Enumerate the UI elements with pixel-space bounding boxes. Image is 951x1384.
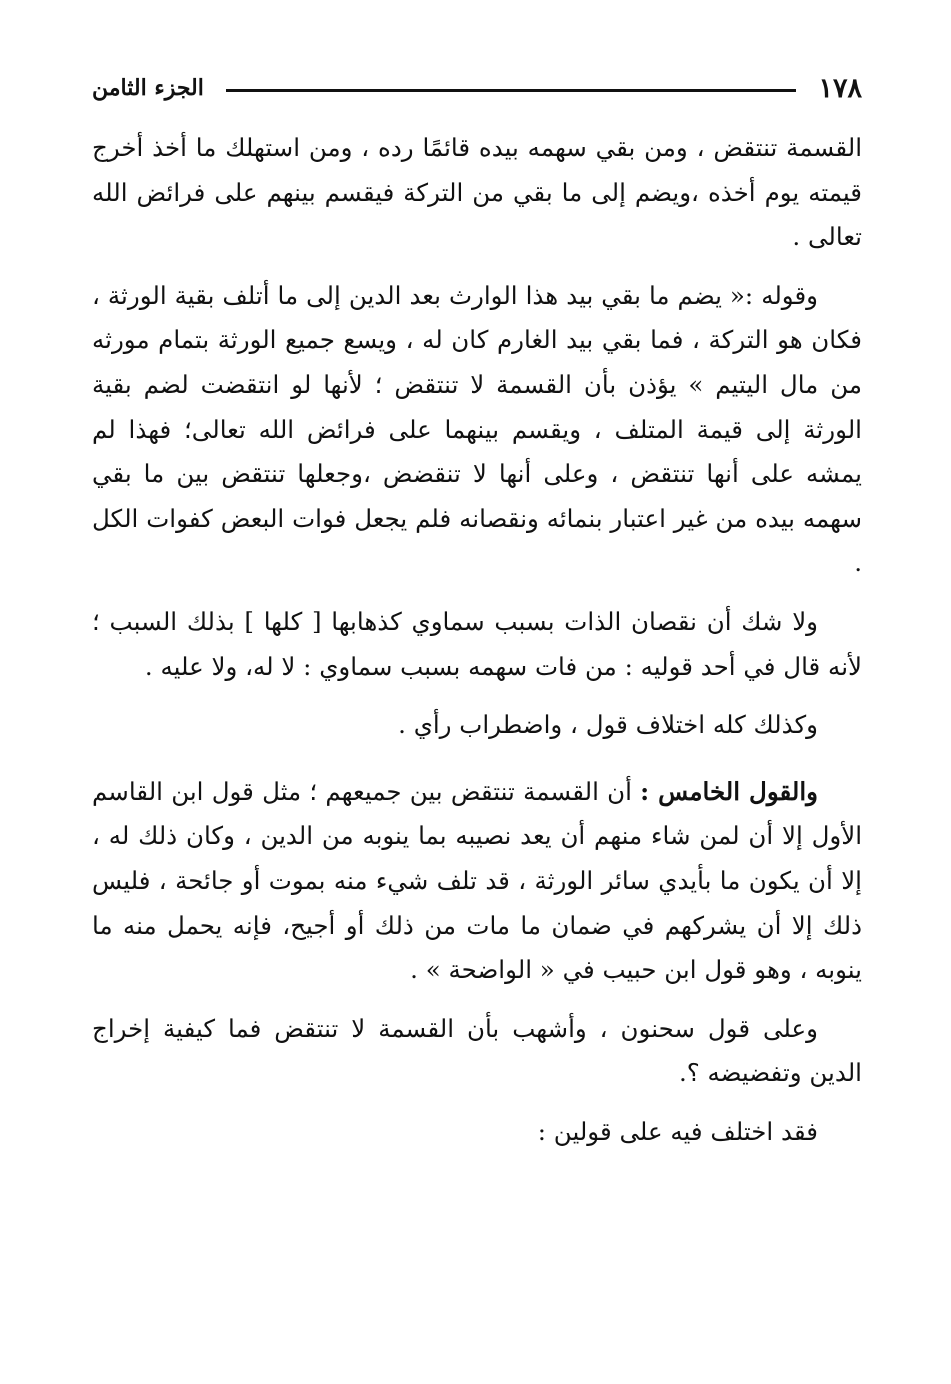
paragraph-3: ولا شك أن نقصان الذات بسبب سماوي كذهابها [ كلها ] بذلك السبب ؛ لأنه قال في أحد قوليه : من فات سهمه بسبب سماوي : لا له، ولا عليه . [92,606,862,681]
paragraph-5-lead: والقول الخامس : [640,776,819,806]
paragraph-5 [92,770,862,993]
book-page [92,66,862,1306]
paragraph-6: وعلى قول سحنون ، وأشهب بأن القسمة لا تنتقض فما كيفية إخراج الدين وتفضيضه ؟. [92,1013,862,1088]
page-number: ١٧٨ [818,72,862,104]
header-rule [226,89,797,92]
page-header [92,66,862,110]
paragraph-1: القسمة تنتقض ، ومن بقي سهمه بيده قائمًا رده ، ومن استهلك ما أخذ أخرج قيمته يوم أخذه ،ويضم إلى ما بقي من التركة فيقسم بينهم على فرائض الله تعالى . [92,133,862,252]
paragraph-7: فقد اختلف فيه على قولين : [537,1116,818,1146]
paragraph-2: وقوله :« يضم ما بقي بيد هذا الوارث بعد الدين إلى ما أتلف بقية الورثة ، فكان هو التركة ، فما بقي بيد الغارم كان له ، ويسع جميع الورثة بتمام مورثه من مال اليتيم » يؤذن بأن القسمة لا تنتقض ؛ لأنها لو انتقضت لضم بقية الورثة إلى قيمة المتلف ، ويقسم بينهما على فرائض الله تعالى؛ فهذا لم يمشه على أنها تنتقض ، وعلى أنها لا تنقضض ،وجعلها تنتقض بين ما بقي سهمه بيده من غير اعتبار بنمائه ونقصانه فلم يجعل فوات البعض كفوات الكل . [92,280,862,578]
body-text [92,126,862,1154]
running-head: الجزء الثامن [92,75,204,101]
paragraph-4: وكذلك كله اختلاف قول ، واضطراب رأي . [398,710,818,740]
paragraph-5-text: أن القسمة تنتقض بين جميعهم ؛ مثل قول ابن القاسم الأول إلا أن لمن شاء منهم أن يعد نصيبه بما ينوبه من الدين ، وكان ذلك له ، إلا أن يكون ما بأيدي سائر الورثة ، قد تلف شيء منه بموت أو جائحة ، فليس ذلك إلا أن يشركهم في ضمان ما مات من ذلك أو أجيح، فإنه يحمل منه ما ينوبه ، وهو قول ابن حبيب في « الواضحة » . [92,776,862,985]
